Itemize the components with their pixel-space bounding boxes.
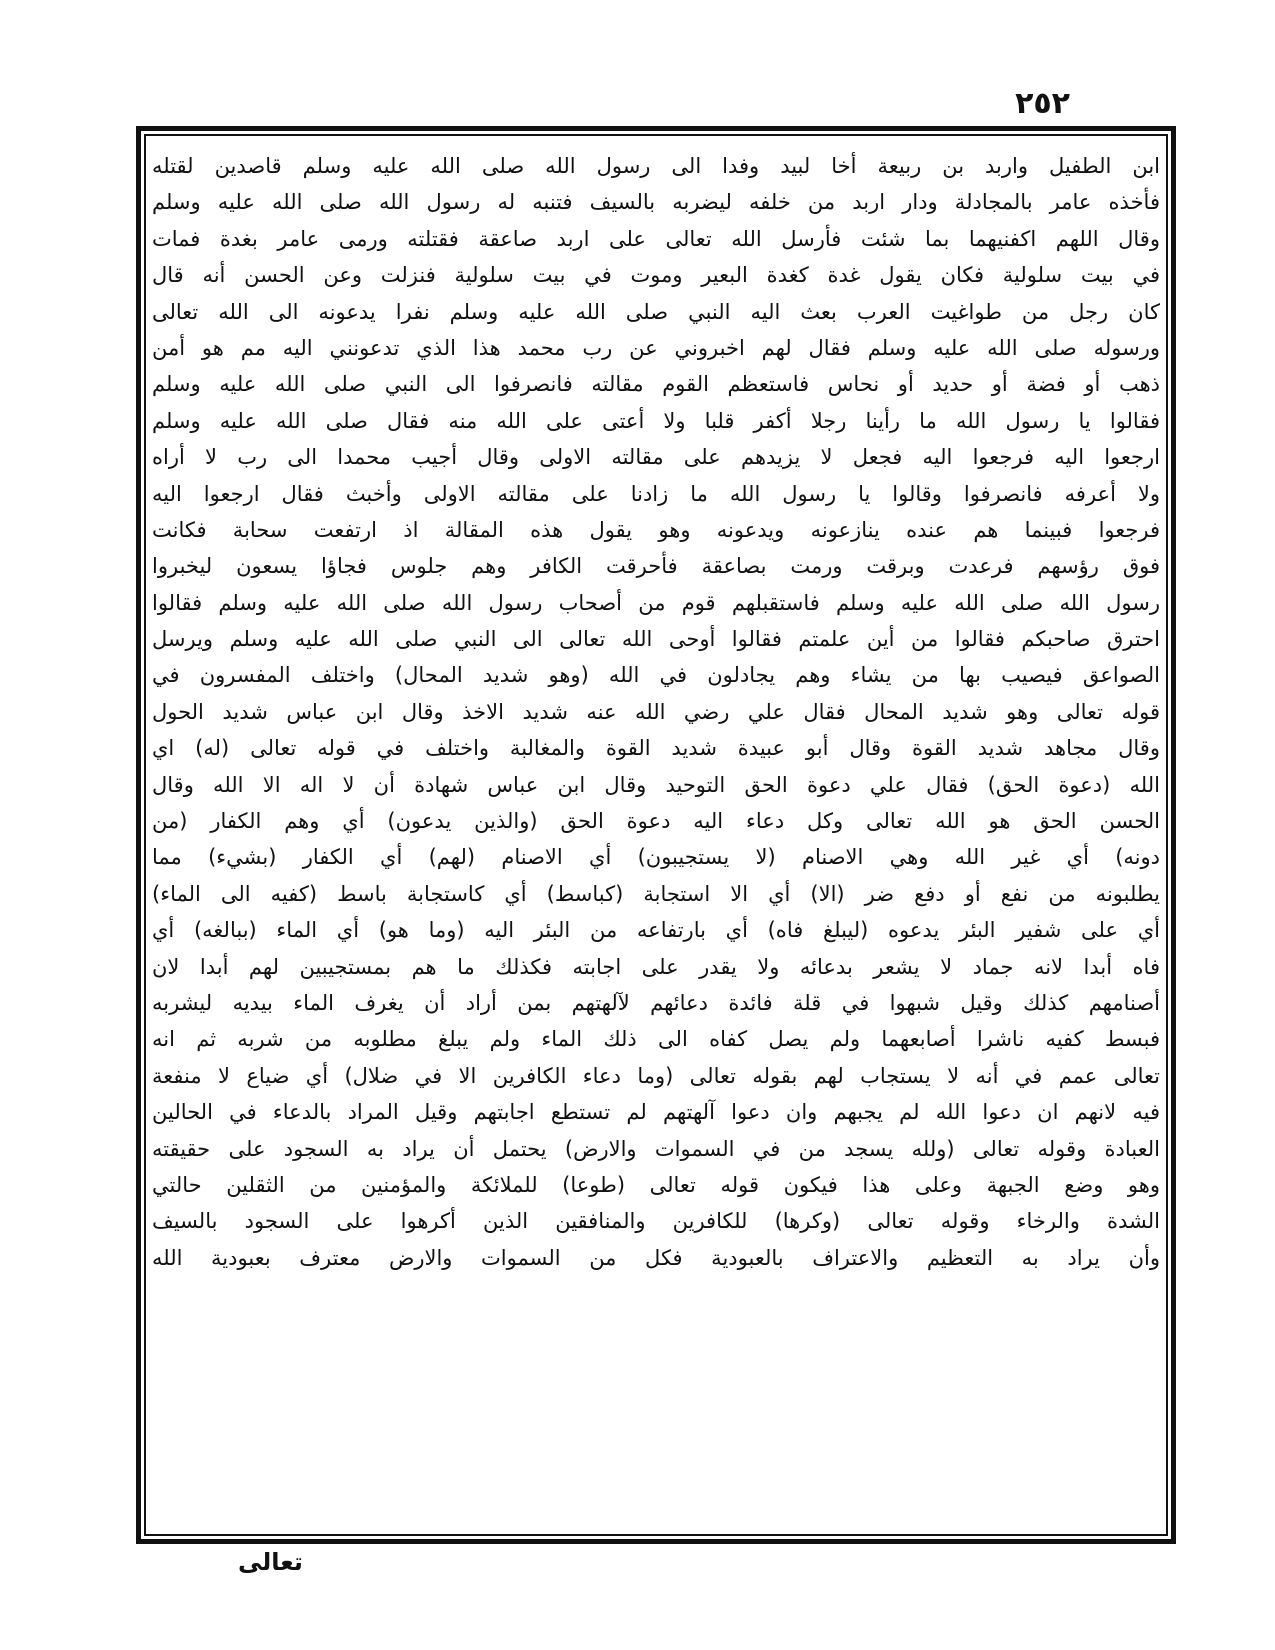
text-line: الحسن الحق هو الله تعالى وكل دعاء اليه دعوة الحق (والذين يدعون) أي وهم الكفار (من <box>152 809 1160 834</box>
text-line: العبادة وقوله تعالى (ولله يسجد من في السموات والارض) يحتمل أن يراد به السجود على حقيقته <box>152 1136 1160 1161</box>
text-line: دونه) أي غير الله وهي الاصنام (لا يستجيبون) أي الاصنام (لهم) أي الكفار (بشيء) مما <box>152 845 1160 870</box>
text-line: وقال مجاهد شديد القوة وقال أبو عبيدة شديد القوة والمغالبة واختلف في قوله تعالى (له) اي <box>152 736 1160 761</box>
text-line: أصنامهم كذلك وقيل شبهوا في قلة فائدة دعائهم لآلهتهم بمن أراد أن يغرف الماء بيديه ليشربه <box>152 990 1160 1015</box>
text-line: فرجعوا فبينما هم عنده ينازعونه ويدعونه وهو يقول هذه المقالة اذ ارتفعت سحابة فكانت <box>152 517 1160 542</box>
text-line: وقال اللهم اكفنيهما بما شئت فأرسل الله تعالى على اربد صاعقة فقتلته ورمى عامر بغدة فمات <box>152 226 1160 251</box>
text-line: تعالى عمم في أنه لا يستجاب لهم بقوله تعالى (وما دعاء الكافرين الا في ضلال) أي ضياع لا منفعة <box>152 1063 1160 1088</box>
text-line: وأن يراد به التعظيم والاعتراف بالعبودية فكل من السموات والارض معترف بعبودية الله <box>152 1245 1160 1270</box>
text-line: في بيت سلولية فكان يقول غدة كغدة البعير وموت في بيت سلولية فنزلت وعن الحسن أنه قال <box>152 263 1160 288</box>
text-line: ارجعوا اليه فرجعوا اليه فجعل لا يزيدهم على مقالته الاولى وقال أجيب محمدا الى رب لا أراه <box>152 445 1160 470</box>
text-line: الصواعق فيصيب بها من يشاء وهم يجادلون في الله (وهو شديد المحال) واختلف المفسرون في <box>152 663 1160 688</box>
text-line: وهو وضع الجبهة وعلى هذا فيكون قوله تعالى (طوعا) للملائكة والمؤمنين من الثقلين حالتي <box>152 1172 1160 1197</box>
text-line: فأخذه عامر بالمجادلة ودار اربد من خلفه ليضربه بالسيف فتنبه له رسول الله صلى الله عليه وسلم <box>152 190 1160 215</box>
text-line: كان رجل من طواغيت العرب بعث اليه النبي صلى الله عليه وسلم نفرا يدعونه الى الله تعالى <box>152 299 1160 324</box>
catchword: تعالى <box>238 1548 303 1576</box>
page-number: ٢٥٢ <box>1015 86 1070 121</box>
text-line: الشدة والرخاء وقوله تعالى (وكرها) للكافرين والمنافقين الذين أكرهوا على السجود بالسيف <box>152 1209 1160 1234</box>
text-line: رسول الله صلى الله عليه وسلم فاستقبلهم قوم من أصحاب رسول الله صلى الله عليه وسلم فقالوا <box>152 590 1160 615</box>
text-line: أي على شفير البئر يدعوه (ليبلغ فاه) أي بارتفاعه من البئر اليه (وما هو) أي الماء (ببالغه) أي <box>152 918 1160 943</box>
text-line: ورسوله صلى الله عليه وسلم فقال لهم اخبروني عن رب محمد هذا الذي تدعونني اليه مم هو أمن <box>152 335 1160 360</box>
text-line: فبسط كفيه ناشرا أصابعهما ولم يصل كفاه الى ذلك الماء ولم يبلغ مطلوبه من شربه ثم انه <box>152 1027 1160 1052</box>
text-line: الله (دعوة الحق) فقال علي دعوة الحق التوحيد وقال ابن عباس شهادة أن لا اله الا الله وقال <box>152 772 1160 797</box>
main-text-block <box>152 148 1160 1528</box>
text-line: ذهب أو فضة أو حديد أو نحاس فاستعظم القوم مقالته فانصرفوا الى النبي صلى الله عليه وسلم <box>152 372 1160 397</box>
text-line: احترق صاحبكم فقالوا من أين علمتم فقالوا أوحى الله تعالى الى النبي صلى الله عليه وسلم ويرسل <box>152 627 1160 652</box>
text-line: يطلبونه من نفع أو دفع ضر (الا) أي الا استجابة (كباسط) أي كاستجابة باسط (كفيه الى الماء) <box>152 881 1160 906</box>
text-line: فقالوا يا رسول الله ما رأينا رجلا أكفر قلبا ولا أعتى على الله منه فقال صلى الله عليه وسلم <box>152 408 1160 433</box>
text-line: ولا أعرفه فانصرفوا وقالوا يا رسول الله ما زادنا على مقالته الاولى وأخبث فقال ارجعوا اليه <box>152 481 1160 506</box>
text-line: فاه أبدا لانه جماد لا يشعر بدعائه ولا يقدر على اجابته فكذلك ما هم بمستجيبين لهم أبدا لان <box>152 954 1160 979</box>
text-line: فوق رؤسهم فرعدت وبرقت ورمت بصاعقة فأحرقت الكافر وهم جلوس فجاؤا يسعون ليخبروا <box>152 554 1160 579</box>
text-line: ابن الطفيل واربد بن ربيعة أخا لبيد وفدا الى رسول الله صلى الله عليه وسلم قاصدين لقتله <box>152 154 1160 178</box>
text-line: فيه لانهم ان دعوا الله لم يجبهم وان دعوا آلهتهم لم تستطع اجابتهم وقيل المراد بالدعاء في الحالين <box>152 1100 1160 1125</box>
text-line: قوله تعالى وهو شديد المحال فقال علي رضي الله عنه شديد الاخذ وقال ابن عباس شديد الحول <box>152 699 1160 724</box>
